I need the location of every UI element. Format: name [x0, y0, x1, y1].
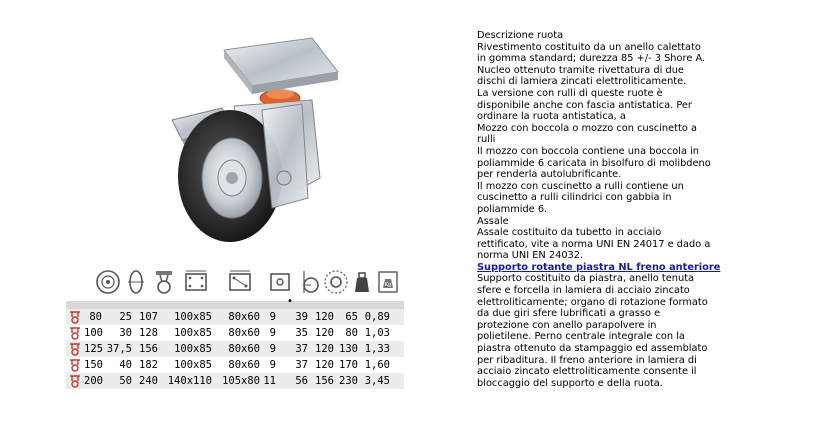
cell-swivel: 120 — [315, 359, 334, 371]
cell-width: 37,5 — [106, 343, 132, 355]
desc-line: elettroliticamente; organo di rotazione formato — [477, 296, 708, 308]
swivel-radius-icon — [322, 268, 350, 296]
desc-line: Il mozzo con boccola contiene una boccola in — [477, 145, 699, 157]
desc-line: Mozzo con boccola o mozzo con cuscinetto a — [477, 122, 697, 134]
cell-plate: 100x85 — [174, 359, 212, 371]
product-description — [477, 30, 777, 389]
cell-swivel: 156 — [315, 375, 334, 387]
cell-load: 65 — [345, 311, 358, 323]
cell-weight: 1,33 — [364, 343, 390, 355]
cell-offset: 37 — [295, 343, 308, 355]
cell-holes: 80x60 — [228, 311, 260, 323]
cell-width: 25 — [119, 311, 132, 323]
cell-diameter: 200 — [84, 375, 103, 387]
cell-diameter: 125 — [84, 343, 103, 355]
cell-weight: 3,45 — [364, 375, 390, 387]
weight-icon — [374, 268, 402, 296]
cell-plate: 100x85 — [174, 311, 212, 323]
cell-offset: 39 — [295, 311, 308, 323]
cell-swivel: 120 — [315, 343, 334, 355]
support-link[interactable]: Supporto rotante piastra NL freno anteriore — [477, 261, 721, 273]
cell-holes: 80x60 — [228, 343, 260, 355]
desc-line: Rivestimento costituito da un anello calettato — [477, 41, 701, 53]
castor-row-icon — [68, 311, 82, 324]
desc-line: sfere e forcella in lamiera di acciaio zincato — [477, 285, 690, 297]
cell-holes: 105x80 — [222, 375, 260, 387]
cell-offset: 35 — [295, 327, 308, 339]
desc-line: bloccaggio del supporto e della ruota. — [477, 377, 663, 389]
desc-line: La versione con rulli di queste ruote è — [477, 87, 663, 99]
cell-holes: 80x60 — [228, 327, 260, 339]
desc-heading: Descrizione ruota — [477, 30, 564, 41]
cell-offset: 37 — [295, 359, 308, 371]
spec-table-header — [66, 296, 404, 309]
cell-width: 40 — [119, 359, 132, 371]
cell-height: 107 — [139, 311, 158, 323]
cell-swivel: 120 — [315, 327, 334, 339]
offset-icon — [294, 268, 322, 296]
cell-diameter: 150 — [84, 359, 103, 371]
desc-line: in gomma standard; durezza 85 +/- 3 Shore A. — [477, 53, 706, 65]
cell-hole-diameter: 11 — [263, 375, 276, 387]
wheel-width-icon — [122, 268, 150, 296]
cell-load: 230 — [339, 375, 358, 387]
cell-hole-diameter: 9 — [269, 327, 276, 339]
total-height-icon — [150, 268, 178, 296]
desc-line: Nucleo ottenuto tramite rivettatura di due — [477, 64, 684, 76]
cell-height: 128 — [139, 327, 158, 339]
load-capacity-icon — [348, 268, 376, 296]
spec-table — [66, 296, 404, 389]
table-row[interactable] — [66, 341, 404, 357]
cell-load: 130 — [339, 343, 358, 355]
cell-diameter: 80 — [89, 311, 102, 323]
desc-line: cuscinetto a rulli cilindrici con gabbia in — [477, 192, 672, 204]
desc-line: ordinare la ruota antistatica, a — [477, 111, 626, 123]
desc-line: acciaio zincato elettroliticamente consente il — [477, 366, 697, 378]
table-row[interactable] — [66, 309, 404, 325]
cell-width: 30 — [119, 327, 132, 339]
cell-plate: 140x110 — [167, 375, 212, 387]
desc-line: rulli — [477, 134, 496, 146]
svg-text:Kg: Kg — [384, 282, 392, 288]
cell-hole-diameter: 9 — [269, 311, 276, 323]
castor-row-icon — [68, 327, 82, 340]
castor-wheel-photo — [152, 28, 362, 256]
hole-spacing-icon — [226, 268, 254, 296]
cell-hole-diameter: 9 — [269, 343, 276, 355]
desc-line: per renderla autolubrificante. — [477, 169, 622, 181]
wheel-diameter-icon — [94, 268, 122, 296]
desc-line: norma UNI EN 24032. — [477, 250, 584, 262]
plate-size-icon — [182, 268, 210, 296]
cell-hole-diameter: 9 — [269, 359, 276, 371]
desc-line: protezione con anello parapolvere in — [477, 319, 657, 331]
desc-line: Assale costituito da tubetto in acciaio — [477, 227, 662, 239]
cell-load: 170 — [339, 359, 358, 371]
desc-line: polietilene. Perno centrale integrale con la — [477, 331, 685, 343]
desc-line: poliammide 6 caricata in bisolfuro di molibdeno — [477, 157, 711, 169]
desc-line: per ribaditura. Il freno anteriore in lamiera di — [477, 354, 697, 366]
castor-row-icon — [68, 359, 82, 372]
cell-height: 240 — [139, 375, 158, 387]
table-row[interactable] — [66, 373, 404, 389]
cell-height: 182 — [139, 359, 158, 371]
cell-weight: 1,60 — [364, 359, 390, 371]
cell-width: 50 — [119, 375, 132, 387]
desc-line: poliammide 6. — [477, 203, 548, 215]
desc-line: disponibile anche con fascia antistatica. Per — [477, 99, 692, 111]
desc-line: Supporto costituito da piastra, anello tenuta — [477, 273, 695, 285]
cell-diameter: 100 — [84, 327, 103, 339]
cell-weight: 0,89 — [364, 311, 390, 323]
desc-line: Il mozzo con cuscinetto a rulli contiene un — [477, 180, 684, 192]
cell-load: 80 — [345, 327, 358, 339]
table-row[interactable] — [66, 325, 404, 341]
cell-plate: 100x85 — [174, 327, 212, 339]
header-dot: • — [287, 296, 294, 307]
desc-line: dischi di lamiera zincati elettroliticamente. — [477, 76, 687, 88]
cell-offset: 56 — [295, 375, 308, 387]
castor-row-icon — [68, 343, 82, 356]
cell-weight: 1,03 — [364, 327, 390, 339]
table-row[interactable] — [66, 357, 404, 373]
hole-diameter-icon — [266, 268, 294, 296]
cell-plate: 100x85 — [174, 343, 212, 355]
cell-holes: 80x60 — [228, 359, 260, 371]
desc-line: da due giri sfere lubrificati a grasso e — [477, 308, 661, 320]
desc-line: piastra ottenuto da stampaggio ed assemblato — [477, 343, 708, 355]
desc-line: rettificato, vite a norma UNI EN 24017 e dado a — [477, 238, 711, 250]
cell-height: 156 — [139, 343, 158, 355]
castor-row-icon — [68, 375, 82, 388]
cell-swivel: 120 — [315, 311, 334, 323]
desc-line: Assale — [477, 215, 509, 227]
